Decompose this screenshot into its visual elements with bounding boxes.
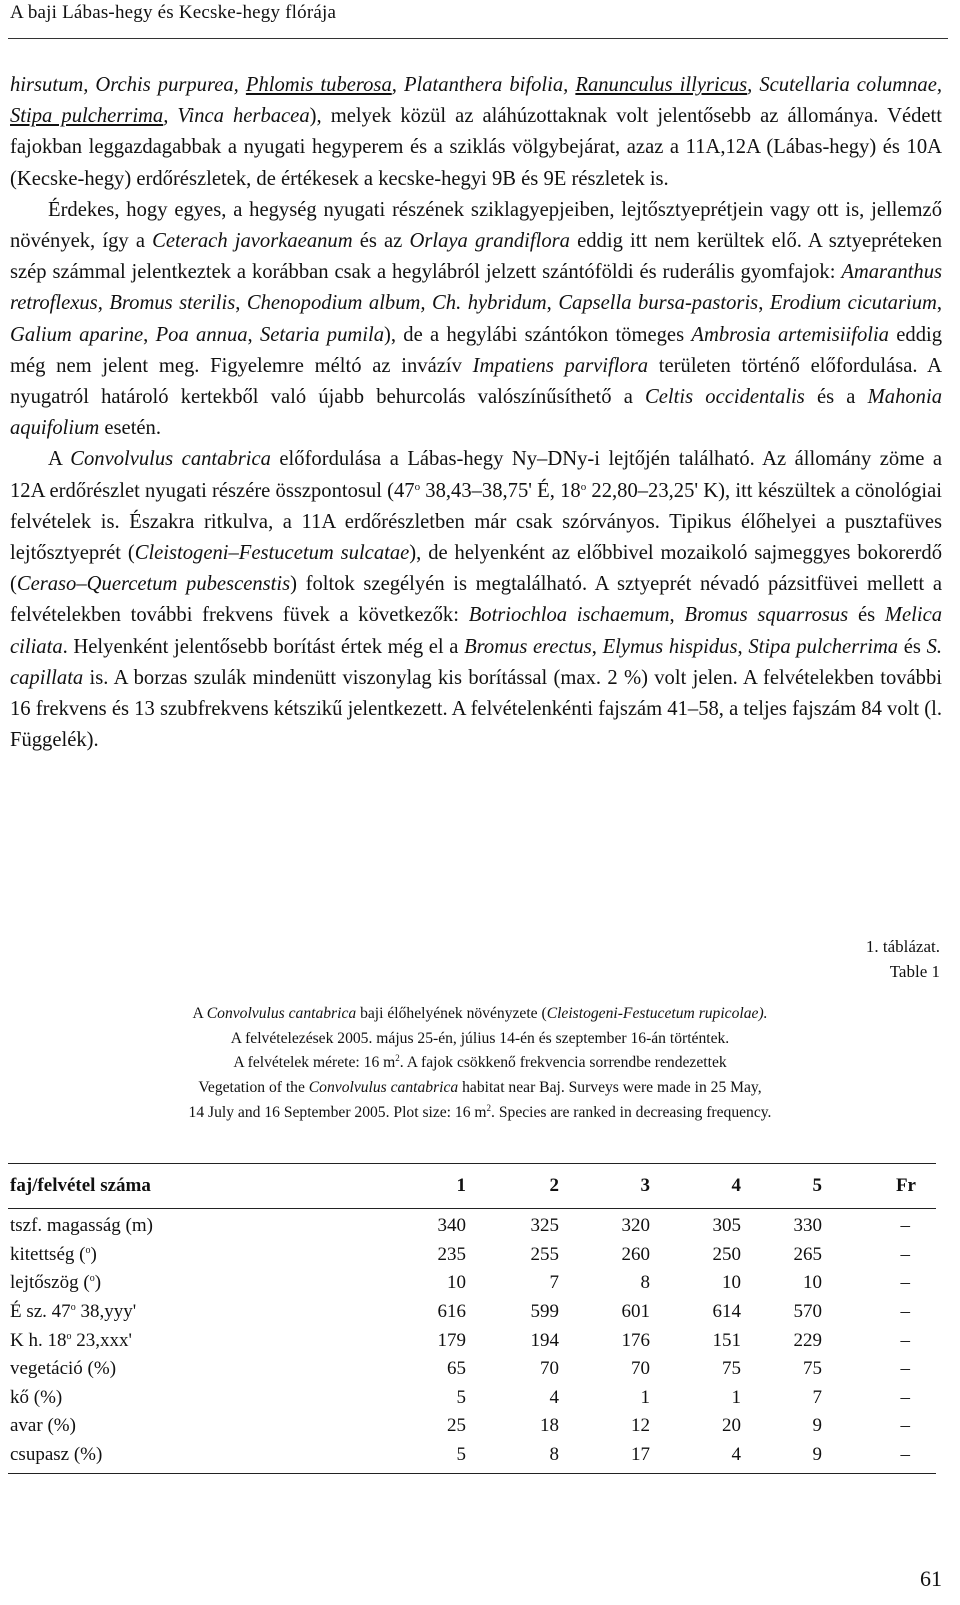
text-run: eddig még nem jelent meg. Figyelemre méltó az invázív <box>10 323 943 377</box>
value-cell: 10 <box>803 1272 822 1294</box>
text-run: ), de a hegylábi szántókon tömeges <box>384 323 692 346</box>
italic-taxon: Ceraso–Quercetum pubescenstis <box>16 573 291 596</box>
value-cell: 8 <box>549 1444 559 1466</box>
value-cell: 179 <box>437 1329 466 1351</box>
caption-line-1 <box>0 1002 960 1027</box>
value-cell: 151 <box>712 1329 741 1351</box>
paragraph <box>10 70 942 195</box>
text-run: , <box>235 292 247 315</box>
text-run: , <box>143 323 156 346</box>
value-cell: 75 <box>722 1358 741 1380</box>
fr-cell: – <box>900 1272 910 1294</box>
italic-taxon: Setaria pumila <box>260 323 384 346</box>
value-cell: 599 <box>530 1301 559 1323</box>
value-cell: 614 <box>712 1301 741 1323</box>
table-label-en: Table 1 <box>889 962 940 981</box>
fr-cell: – <box>900 1444 910 1466</box>
table-top-rule <box>8 1163 936 1164</box>
text-run: és a <box>804 386 868 409</box>
header-cell-fr: Fr <box>895 1175 916 1196</box>
caption-text: . Species are ranked in decreasing frequency. <box>491 1103 772 1121</box>
caption-species: Convolvulus cantabrica <box>308 1079 459 1097</box>
text-run: , <box>546 292 559 315</box>
row-label-text: kő (%) <box>10 1386 63 1408</box>
text-run: , <box>737 635 749 658</box>
value-cell: 9 <box>812 1444 822 1466</box>
italic-underlined-taxon <box>10 105 163 127</box>
row-label-text: tszf. magasság (m) <box>10 1215 153 1237</box>
value-cell: 10 <box>722 1272 741 1294</box>
text-run: , <box>669 604 685 627</box>
value-cell: 176 <box>621 1329 650 1351</box>
value-cell: 70 <box>540 1358 559 1380</box>
table-row <box>10 1326 936 1355</box>
row-label-text: avar (%) <box>10 1415 76 1437</box>
value-cell: 7 <box>549 1272 559 1294</box>
caption-text: A felvételek mérete: 16 m <box>233 1054 396 1072</box>
degree-superscript: o <box>414 480 421 493</box>
value-cell: 570 <box>793 1301 822 1323</box>
value-cell: 229 <box>793 1329 822 1351</box>
value-cell: 616 <box>437 1301 466 1323</box>
value-cell: 1 <box>640 1386 650 1408</box>
value-cell: 340 <box>437 1215 466 1237</box>
italic-taxon: Melica ciliata <box>10 604 943 658</box>
caption-superscript: 2 <box>395 1053 400 1064</box>
value-cell: 5 <box>456 1386 466 1408</box>
fr-cell: – <box>900 1329 910 1351</box>
italic-underlined-taxon <box>575 74 747 96</box>
fr-cell: – <box>900 1415 910 1437</box>
value-cell: 235 <box>437 1243 466 1265</box>
value-cell: 7 <box>812 1386 822 1408</box>
value-cell: 4 <box>549 1386 559 1408</box>
row-label <box>10 1212 340 1241</box>
row-label-text: kitettség ( <box>10 1243 86 1265</box>
text-run: ) foltok szegélyén is megtalálható. A sztyeprét névadó pázsitfüvei mellett a felvételekben további frekvens füvek a következők: <box>10 573 942 627</box>
degree-superscript: o <box>580 480 587 493</box>
data-table <box>10 1170 936 1469</box>
table-label <box>866 934 940 984</box>
italic-taxon: Galium aparine <box>10 323 144 346</box>
row-label <box>10 1355 340 1384</box>
paragraph <box>10 444 942 756</box>
header-cell-4: 4 <box>731 1175 741 1196</box>
table-body <box>10 1202 936 1469</box>
italic-taxon: Bromus squarrosus <box>684 604 849 627</box>
underlined-taxon: Phlomis tuberosa <box>245 74 392 96</box>
header-cell-1: 1 <box>456 1175 466 1196</box>
value-cell: 8 <box>640 1272 650 1294</box>
italic-taxon: Ambrosia artemisiifolia <box>691 323 889 346</box>
italic-taxon: S. capillata <box>10 635 943 689</box>
row-label-text: K h. 18 <box>10 1329 67 1351</box>
fr-cell: – <box>900 1358 910 1380</box>
table-row <box>10 1441 936 1470</box>
table-caption <box>0 1002 960 1126</box>
italic-taxon: Cleistogeni–Festucetum sulcatae <box>134 542 410 565</box>
caption-line-3 <box>0 1051 960 1076</box>
underlined-taxon: Ranunculus illyricus <box>575 74 748 96</box>
value-cell: 325 <box>530 1215 559 1237</box>
caption-line-4 <box>0 1076 960 1101</box>
table-row <box>10 1212 936 1241</box>
table-row <box>10 1412 936 1441</box>
value-cell: 250 <box>712 1243 741 1265</box>
value-cell: 25 <box>447 1415 466 1437</box>
caption-superscript: 2 <box>486 1102 492 1113</box>
italic-taxon: Chenopodium album, Ch. hybridum <box>246 292 547 315</box>
value-cell: 65 <box>447 1358 466 1380</box>
degree-superscript: o <box>89 1273 95 1285</box>
value-cell: 601 <box>621 1301 650 1323</box>
degree-superscript: o <box>70 1302 76 1314</box>
table-row <box>10 1298 936 1327</box>
header-rule <box>8 38 948 39</box>
italic-taxon: Stipa pulcherrima <box>748 635 899 658</box>
table-bottom-rule <box>8 1473 936 1474</box>
row-label <box>10 1441 340 1470</box>
value-cell: 20 <box>722 1415 741 1437</box>
caption-text: Vegetation of the <box>198 1079 309 1097</box>
value-cell: 320 <box>621 1215 650 1237</box>
text-run: ), melyek közül az aláhúzottaknak volt jelentősebb az állománya. Védett fajokban leggazdagabbak a nyugati hegyperem és a sziklás völgybejárat, azaz a 11A,12A (Lábas-hegy) és 10A (Kecske-hegy) erdőrészletek, de értékesek a kecske-hegyi 9B és 9E részletek is. <box>10 105 943 190</box>
paragraph <box>10 195 942 445</box>
text-run: eddig itt nem kerültek elő. A sztyepréteken szép számmal jelentkeztek a korábban csak a hegylábról jelzett szántóföldi és ruderális gyomfajok: <box>10 230 942 284</box>
value-cell: 305 <box>712 1215 741 1237</box>
row-label-suffix: 38,yyy' <box>75 1301 137 1323</box>
row-label <box>10 1269 340 1298</box>
row-label-text: É sz. 47 <box>10 1301 71 1323</box>
table-row <box>10 1241 936 1270</box>
italic-taxon: Celtis occidentalis <box>645 386 805 409</box>
caption-text: . A fajok csökkenő frekvencia sorrendbe rendezettek <box>399 1054 727 1072</box>
degree-superscript: o <box>85 1244 91 1256</box>
table-row <box>10 1269 936 1298</box>
header-cell-2: 2 <box>549 1175 559 1196</box>
italic-taxon: Scutellaria columnae, <box>759 74 943 96</box>
table-header-row <box>10 1170 936 1202</box>
degree-superscript: o <box>66 1330 72 1342</box>
italic-taxon: Mahonia aquifolium <box>10 386 942 440</box>
italic-taxon: Impatiens parviflora <box>472 354 649 377</box>
value-cell: 9 <box>812 1415 822 1437</box>
value-cell: 265 <box>793 1243 822 1265</box>
italic-taxon: Ceterach javorkaeanum <box>152 230 353 253</box>
italic-taxon: Convolvulus cantabrica <box>70 448 271 471</box>
row-label-suffix: ) <box>94 1272 102 1294</box>
value-cell: 5 <box>456 1444 466 1466</box>
text-run: 22,80–23,25' K), itt készültek a cönológiai felvételek is. Északra ritkulva, a 11A erdőrészletben már csak szórványos. Tipikus élőhelyei a pusztafüves lejtősztyeprét ( <box>10 479 942 565</box>
row-label-suffix: ) <box>90 1243 97 1265</box>
row-label-text: vegetáció (%) <box>10 1358 117 1380</box>
value-cell: 4 <box>731 1444 741 1466</box>
italic-taxon: , <box>747 74 760 96</box>
text-run: és <box>848 604 885 627</box>
value-cell: 18 <box>540 1415 559 1437</box>
italic-taxon: Orlaya grandiflora <box>409 230 570 253</box>
value-cell: 1 <box>731 1386 741 1408</box>
text-run: és az <box>352 230 410 253</box>
caption-text: 14 July and 16 September 2005. Plot size: 16 m <box>188 1103 487 1121</box>
row-label-suffix: 23,xxx' <box>71 1329 132 1351</box>
text-run: előfordulása a Lábas-hegy Ny–DNy-i lejtőjén található. Az állomány zöme a 12A erdőrészlet nyugati részére összpontosul (47 <box>10 448 942 502</box>
fr-cell: – <box>900 1243 910 1265</box>
text-run: 38,43–38,75' É, 18 <box>420 479 581 502</box>
page-number: 61 <box>920 1566 942 1591</box>
value-cell: 194 <box>530 1329 559 1351</box>
italic-taxon: Poa annua <box>155 323 248 346</box>
body-text <box>10 70 942 756</box>
header-cell-species: faj/felvétel száma <box>10 1175 151 1196</box>
text-run: ), de helyenként az előbbivel mozaikoló sajmeggyes bokorerdő ( <box>10 542 942 596</box>
italic-taxon: Amaranthus retroflexus, Bromus sterilis <box>10 261 942 315</box>
caption-text: baji élőhelyének növényzete ( <box>356 1005 547 1022</box>
caption-line-5 <box>0 1101 960 1126</box>
italic-taxon: , Vinca herbacea <box>163 105 310 128</box>
row-label-text: lejtőszög ( <box>10 1272 90 1294</box>
caption-community: Cleistogeni-Festucetum rupicolae). <box>546 1005 768 1022</box>
caption-text: A <box>192 1005 207 1022</box>
fr-cell: – <box>900 1386 910 1408</box>
text-run: is. A borzas szulák mindenütt viszonylag kis borítással (max. 2 %) volt jelen. A felvételekben további 16 frekvens és 13 szubfrekvens kétszikű jelentkezett. A felvételenkénti fajszám 41–58, a teljes fajszám 84 volt (l. Függelék). <box>10 666 942 752</box>
running-head: A baji Lábas-hegy és Kecske-hegy flórája <box>10 2 337 23</box>
italic-taxon: Erodium cicutarium <box>769 292 937 315</box>
value-cell: 75 <box>803 1358 822 1380</box>
value-cell: 255 <box>530 1243 559 1265</box>
value-cell: 12 <box>631 1415 650 1437</box>
table-row <box>10 1355 936 1384</box>
italic-taxon: hirsutum, Orchis purpurea, <box>10 74 246 96</box>
header-cell-5: 5 <box>812 1175 822 1196</box>
caption-species: Convolvulus cantabrica <box>206 1005 357 1022</box>
italic-underlined-taxon <box>246 74 392 96</box>
italic-taxon: Bromus erectus <box>464 635 592 658</box>
text-run: területen történő előfordulása. A nyugatról határoló kertekből való újabb behurcolás valószínűsíthető a <box>10 354 942 409</box>
value-cell: 70 <box>631 1358 650 1380</box>
underlined-taxon: Stipa pulcherrima <box>10 105 164 128</box>
text-run: . Helyenként jelentősebb borítást értek még el a <box>62 635 465 658</box>
row-label <box>10 1384 340 1413</box>
text-run: , <box>591 635 603 658</box>
text-run: A <box>48 448 71 471</box>
caption-text: habitat near Baj. Surveys were made in 25 May, <box>458 1079 762 1097</box>
text-run: esetén. <box>99 417 162 440</box>
fr-cell: – <box>900 1301 910 1323</box>
italic-taxon: Elymus hispidus <box>602 635 738 658</box>
row-label <box>10 1326 340 1355</box>
value-cell: 17 <box>631 1444 650 1466</box>
caption-line-2: A felvételezések 2005. május 25-én, július 14-én és szeptember 16-án történtek. <box>230 1029 730 1047</box>
italic-taxon: Botriochloa ischaemum <box>468 604 670 627</box>
italic-taxon: , Platanthera bifolia, <box>391 74 576 96</box>
value-cell: 10 <box>447 1272 466 1294</box>
value-cell: 330 <box>793 1215 822 1237</box>
table-row <box>10 1384 936 1413</box>
text-run: , <box>758 292 770 315</box>
italic-taxon: Capsella bursa-pastoris <box>558 292 759 315</box>
text-run: , <box>936 292 943 315</box>
row-label-text: csupasz (%) <box>10 1444 103 1466</box>
table-label-hu: 1. táblázat. <box>865 937 940 956</box>
text-run: és <box>898 635 927 658</box>
row-label <box>10 1241 340 1270</box>
header-cell-3: 3 <box>640 1175 650 1196</box>
row-label <box>10 1412 340 1441</box>
value-cell: 260 <box>621 1243 650 1265</box>
text-run: , <box>247 323 260 346</box>
row-label <box>10 1298 340 1327</box>
text-run: Érdekes, hogy egyes, a hegység nyugati részének sziklagyepjeiben, lejtősztyeprétjein vagy ott is, jellemző növények, így a <box>10 198 942 253</box>
fr-cell: – <box>900 1215 910 1237</box>
